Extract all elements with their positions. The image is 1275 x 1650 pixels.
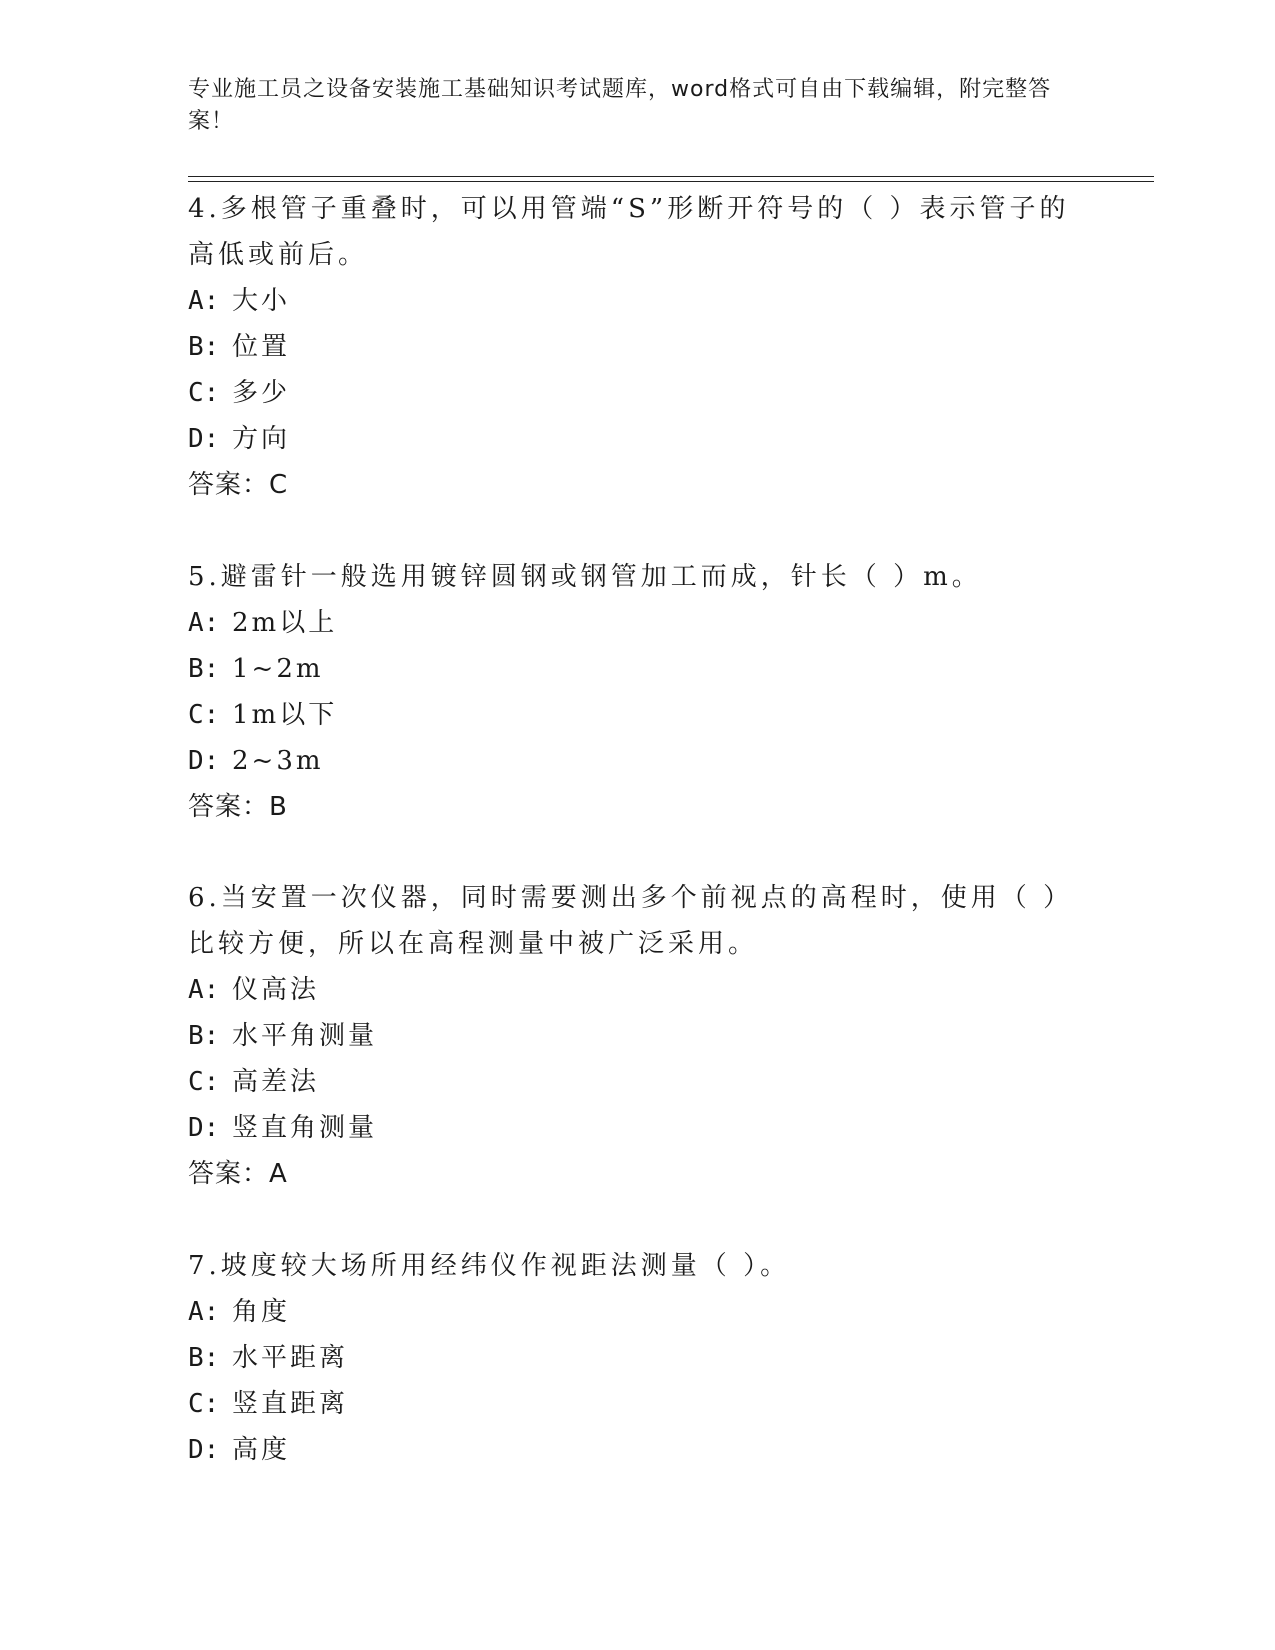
option-text: 高差法 xyxy=(232,1067,320,1097)
option-label: A: xyxy=(188,286,220,316)
option-label: B: xyxy=(188,1021,220,1051)
option-label: D: xyxy=(188,1435,220,1465)
option-label: B: xyxy=(188,654,220,684)
option-label: A: xyxy=(188,1297,220,1327)
option-label: A: xyxy=(188,975,220,1005)
answer-line: 答案：B xyxy=(188,792,288,822)
option-label: D: xyxy=(188,1113,220,1143)
option-c xyxy=(188,1059,1088,1105)
option-label: C: xyxy=(188,378,220,408)
option-text: 高度 xyxy=(232,1435,291,1465)
option-c xyxy=(188,370,1088,416)
option-d xyxy=(188,1427,1088,1473)
option-text: 大小 xyxy=(232,286,291,316)
option-a xyxy=(188,600,1088,646)
question-5 xyxy=(188,554,1088,830)
option-label: C: xyxy=(188,1389,220,1419)
question-stem: 5.避雷针一般选用镀锌圆钢或钢管加工而成，针长（ ）m。 xyxy=(188,562,982,592)
option-a xyxy=(188,967,1088,1013)
option-label: B: xyxy=(188,1343,220,1373)
option-a xyxy=(188,1289,1088,1335)
question-stem: 7.坡度较大场所用经纬仪作视距法测量（ ）。 xyxy=(188,1251,791,1281)
option-b xyxy=(188,1335,1088,1381)
option-label: D: xyxy=(188,424,220,454)
option-b xyxy=(188,1013,1088,1059)
option-text: 竖直角测量 xyxy=(232,1113,378,1143)
option-text: 1~2m xyxy=(232,654,324,684)
answer-line: 答案：A xyxy=(188,1159,288,1189)
option-text: 水平角测量 xyxy=(232,1021,378,1051)
option-label: C: xyxy=(188,700,220,730)
option-label: C: xyxy=(188,1067,220,1097)
option-text: 竖直距离 xyxy=(232,1389,349,1419)
header-divider-bottom xyxy=(188,181,1154,182)
option-text: 位置 xyxy=(232,332,291,362)
document-header: 专业施工员之设备安装施工基础知识考试题库，word格式可自由下载编辑，附完整答案！ xyxy=(188,77,1052,134)
question-4 xyxy=(188,186,1088,508)
option-label: B: xyxy=(188,332,220,362)
option-d xyxy=(188,416,1088,462)
option-b xyxy=(188,324,1088,370)
question-7 xyxy=(188,1243,1088,1473)
option-d xyxy=(188,738,1088,784)
option-c xyxy=(188,1381,1088,1427)
option-text: 角度 xyxy=(232,1297,291,1327)
option-text: 1m以下 xyxy=(232,700,338,730)
question-stem: 4.多根管子重叠时，可以用管端“S”形断开符号的（ ）表示管子的高低或前后。 xyxy=(188,194,1070,270)
option-d xyxy=(188,1105,1088,1151)
option-a xyxy=(188,278,1088,324)
option-text: 2~3m xyxy=(232,746,324,776)
option-text: 2m以上 xyxy=(232,608,338,638)
option-label: D: xyxy=(188,746,220,776)
option-c xyxy=(188,692,1088,738)
option-text: 方向 xyxy=(232,424,291,454)
option-label: A: xyxy=(188,608,220,638)
answer-line: 答案：C xyxy=(188,470,289,500)
option-text: 多少 xyxy=(232,378,291,408)
question-6 xyxy=(188,875,1088,1197)
option-b xyxy=(188,646,1088,692)
question-stem: 6.当安置一次仪器，同时需要测出多个前视点的高程时，使用（ ）比较方便，所以在高程测量中被广泛采用。 xyxy=(188,883,1074,959)
header-divider-top xyxy=(188,176,1154,177)
option-text: 水平距离 xyxy=(232,1343,349,1373)
option-text: 仪高法 xyxy=(232,975,320,1005)
